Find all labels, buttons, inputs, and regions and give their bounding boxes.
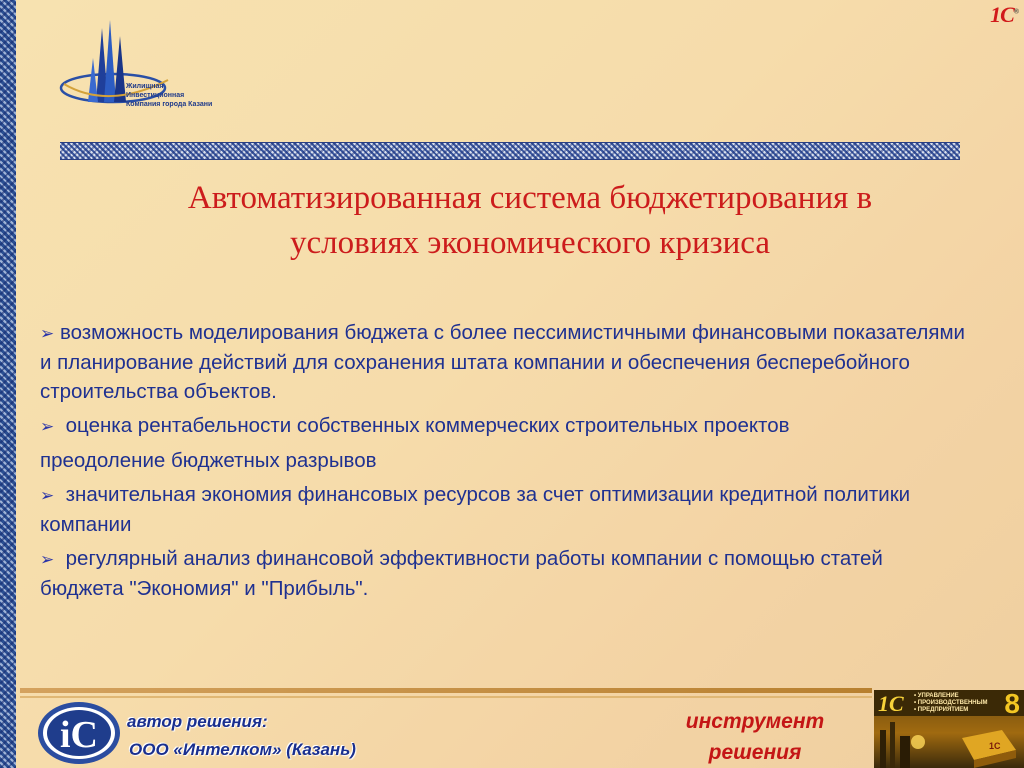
- bullet-list: [40, 318, 970, 608]
- slide-title-line: Автоматизированная система бюджетирования в: [187, 180, 873, 216]
- product-version: 8: [1004, 690, 1020, 719]
- product-banner: [874, 690, 1024, 768]
- list-item: [40, 318, 970, 406]
- footer-divider: [20, 688, 872, 693]
- list-item: [40, 411, 970, 441]
- list-item: [40, 544, 970, 603]
- company-logo-text: [126, 82, 246, 109]
- slide-title-line: условиях экономического кризиса: [290, 225, 770, 261]
- brand-1c-logo: [990, 2, 1018, 28]
- list-item-text: преодоление бюджетных разрывов: [40, 449, 377, 472]
- logo-text-line: Жилищная: [126, 83, 164, 90]
- tool-label: [660, 706, 850, 768]
- list-item-text: возможность моделирования бюджета с более пессимистичными финансовыми показателями и планирование действий для сохранения штата компании и обеспечения бесперебойного строительства объектов.: [40, 321, 965, 403]
- tool-label-line: инструмент: [685, 710, 825, 733]
- brand-mark: 1С: [990, 2, 1014, 27]
- logo-text-line: Инвестиционная: [126, 92, 185, 99]
- list-item-text: оценка рентабельности собственных коммерческих строительных проектов: [65, 414, 790, 437]
- tool-label-line: решения: [708, 741, 802, 764]
- product-subtitle-line: • ПРЕДПРИЯТИЕМ: [914, 707, 969, 713]
- product-subtitle-line: • УПРАВЛЕНИЕ: [914, 693, 959, 699]
- arrow-bullet-icon: ➢: [40, 486, 55, 505]
- footer-divider: [20, 696, 872, 698]
- factory-illustration: [874, 716, 1024, 768]
- author-org: ООО «Интелком» (Казань): [129, 740, 356, 759]
- list-item: [40, 446, 970, 475]
- author-label: автор решения:: [127, 712, 268, 731]
- slide-title: [90, 176, 970, 266]
- list-item: [40, 480, 970, 539]
- list-item-text: значительная экономия финансовых ресурсов за счет оптимизации кредитной политики компании: [40, 483, 911, 536]
- decorative-left-strip: [0, 0, 16, 768]
- product-subtitle-line: • ПРОИЗВОДСТВЕННЫМ: [914, 700, 988, 706]
- decorative-band: [60, 142, 960, 160]
- arrow-bullet-icon: ➢: [40, 550, 55, 569]
- intelcom-logo: [36, 700, 122, 766]
- list-item-text: регулярный анализ финансовой эффективности работы компании с помощью статей бюджета "Экономия" и "Прибыль".: [40, 547, 883, 600]
- svg-text:1C: 1C: [989, 741, 1001, 751]
- svg-text:iC: iC: [60, 714, 98, 756]
- product-brand: 1С: [878, 691, 904, 716]
- arrow-bullet-icon: ➢: [40, 417, 55, 436]
- logo-text-line: Компания города Казани: [126, 101, 213, 108]
- product-subtitle: [914, 693, 988, 714]
- arrow-bullet-icon: ➢: [40, 324, 55, 343]
- registered-mark: ®: [1013, 7, 1018, 16]
